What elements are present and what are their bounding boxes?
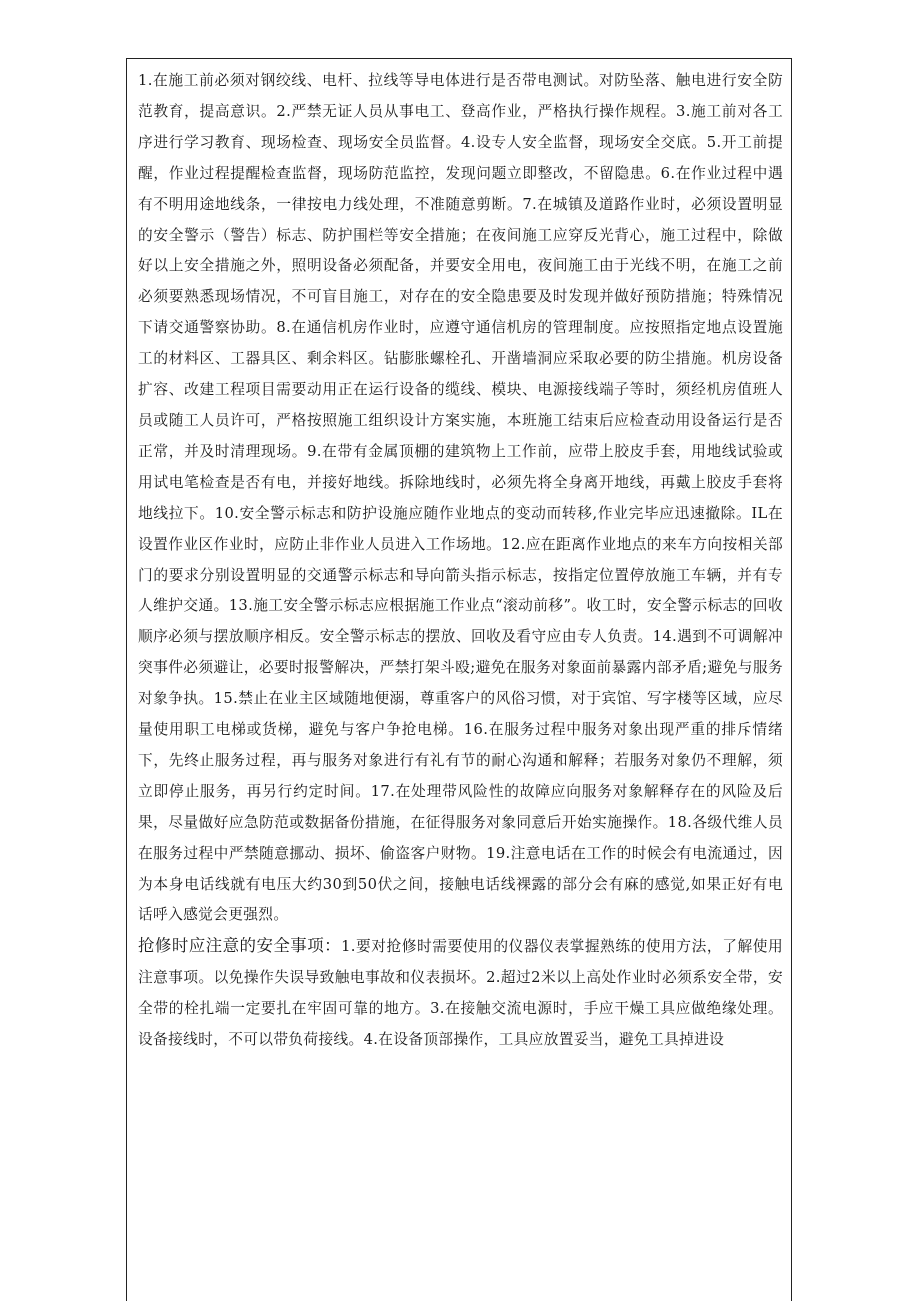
safety-precautions-paragraph: 1.在施工前必须对钢绞线、电杆、拉线等导电体进行是否带电测试。对防坠落、触电进行安全防范教育，提高意识。2.严禁无证人员从事电工、登高作业，严格执行操作规程。3.施工前对各工序进行学习教育、现场检查、现场安全员监督。4.设专人安全监督，现场安全交底。5.开工前提醒，作业过程提醒检查监督，现场防范监控，发现问题立即整改，不留隐患。6.在作业过程中遇有不明用途地线条，一律按电力线处理，不准随意剪断。7.在城镇及道路作业时，必须设置明显的安全警示（警告）标志、防护围栏等安全措施；在夜间施工应穿反光背心，施工过程中，除做好以上安全措施之外，照明设备必须配备，并要安全用电，夜间施工由于光线不明，在施工之前必须要熟悉现场情况，不可盲目施工，对存在的安全隐患要及时发现并做好预防措施；特殊情况下请交通警察协助。8.在通信机房作业时，应遵守通信机房的管理制度。应按照指定地点设置施工的材料区、工器具区、剩余料区。钻膨胀螺栓孔、开凿墙洞应采取必要的防尘措施。机房设备扩容、改建工程项目需要动用正在运行设备的缆线、模块、电源接线端子等时，须经机房值班人员或随工人员许可，严格按照施工组织设计方案实施，本班施工结束后应检查动用设备运行是否正常，并及时清理现场。9.在带有金属顶棚的建筑物上工作前，应带上胶皮手套，用地线试验或用试电笔检查是否有电，并接好地线。拆除地线时，必须先将全身离开地线，再戴上胶皮手套将地线拉下。10.安全警示标志和防护设施应随作业地点的变动而转移,作业完毕应迅速撤除。IL在设置作业区作业时，应防止非作业人员进入工作场地。12.应在距离作业地点的来车方向按相关部门的要求分别设置明显的交通警示标志和导向箭头指示标志，按指定位置停放施工车辆，并有专人维护交通。13.施工安全警示标志应根据施工作业点“滚动前移”。收工时，安全警示标志的回收顺序必须与摆放顺序相反。安全警示标志的摆放、回收及看守应由专人负责。14.遇到不可调解冲突事件必须避让，必要时报警解决，严禁打架斗殴;避免在服务对象面前暴露内部矛盾;避免与服务对象争执。15.禁止在业主区域随地便溺，尊重客户的风俗习惯，对于宾馆、写字楼等区域，应尽量使用职工电梯或货梯，避免与客户争抢电梯。16.在服务过程中服务对象出现严重的排斥情绪下，先终止服务过程，再与服务对象进行有礼有节的耐心沟通和解释；若服务对象仍不理解，须立即停止服务，再另行约定时间。17.在处理带风险性的故障应向服务对象解释存在的风险及后果，尽量做好应急防范或数据备份措施，在征得服务对象同意后开始实施操作。18.各级代维人员在服务过程中严禁随意挪动、损坏、偷盗客户财物。19.注意电话在工作的时候会有电流通过，因为本身电话线就有电压大约30到50伏之间，接触电话线裸露的部分会有麻的感觉,如果正好有电话呼入感觉会更强烈。 [138,72,783,924]
document-table-cell [126,58,792,1301]
repair-safety-heading: 抢修时应注意的安全事项： [138,936,342,956]
repair-safety-paragraph: 1.要对抢修时需要使用的仪器仪表掌握熟练的使用方法，了解使用注意事项。以免操作失误导致触电事故和仪表损坏。2.超过2米以上高处作业时必须系安全带，安全带的栓扎端一定要扎在牢固可靠的地方。3.在接触交流电源时，手应干燥工具应做绝缘处理。设备接线时，不可以带负荷接线。4.在设备顶部操作，工具应放置妥当，避免工具掉进设 [138,938,784,1049]
document-text-block [138,66,783,1056]
